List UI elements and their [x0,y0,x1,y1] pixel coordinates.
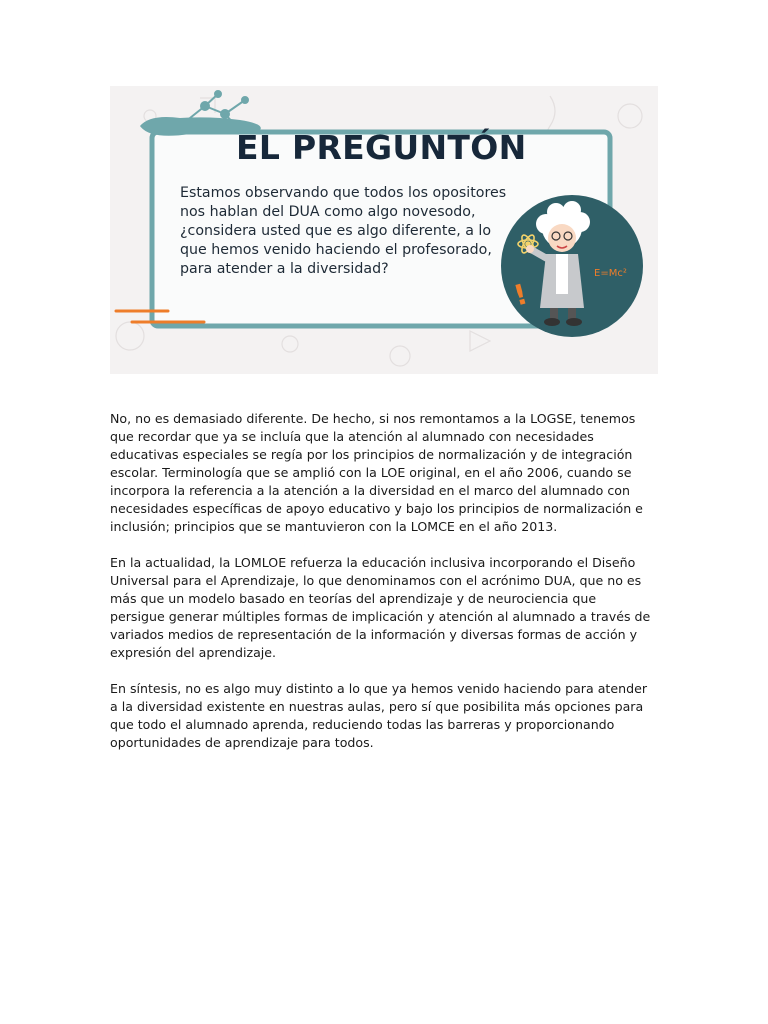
formula-label: E=Mc² [594,268,627,279]
exclamation-icon: ! [510,277,532,313]
answer-text [110,410,652,770]
el-pregunton-banner [110,86,658,374]
paragraph-logse: No, no es demasiado diferente. De hecho, si nos remontamos a la LOGSE, tenemos que recordar que ya se incluía que la atención al alumnado con necesidades educativas especiales se regía por los principios de normalización y de integración escolar. Terminología que se amplió con la LOE original, en el año 2006, cuando se incorpora la referencia a la atención a la diversidad en el marco del alumnado con necesidades específicas de apoyo educativo y bajo los principios de normalización e inclusión; principios que se mantuvieron con la LOMCE en el año 2013. [110,411,643,534]
banner-title: EL PREGUNTÓN [236,128,527,167]
banner-question: Estamos observando que todos los opositores nos hablan del DUA como algo novesodo, ¿considera usted que es algo diferente, a lo que hemos venido haciendo el profesorado, para atender a la diversidad? [180,185,507,277]
paragraph-sintesis: En síntesis, no es algo muy distinto a lo que ya hemos venido haciendo para atender a la diversidad existente en nuestras aulas, pero sí que posibilita más opciones para que todo el alumnado aprenda, reduciendo todas las barreras y proporcionando oportunidades de aprendizaje para todos. [110,681,647,750]
paragraph-lomloe: En la actualidad, la LOMLOE refuerza la educación inclusiva incorporando el Diseño Universal para el Aprendizaje, lo que denominamos con el acrónimo DUA, que no es más que un modelo basado en teorías del aprendizaje y de neurociencia que persigue generar múltiples formas de implicación y atención al alumnado a través de variados medios de representación de la información y diversas formas de acción y expresión del aprendizaje. [110,555,651,660]
